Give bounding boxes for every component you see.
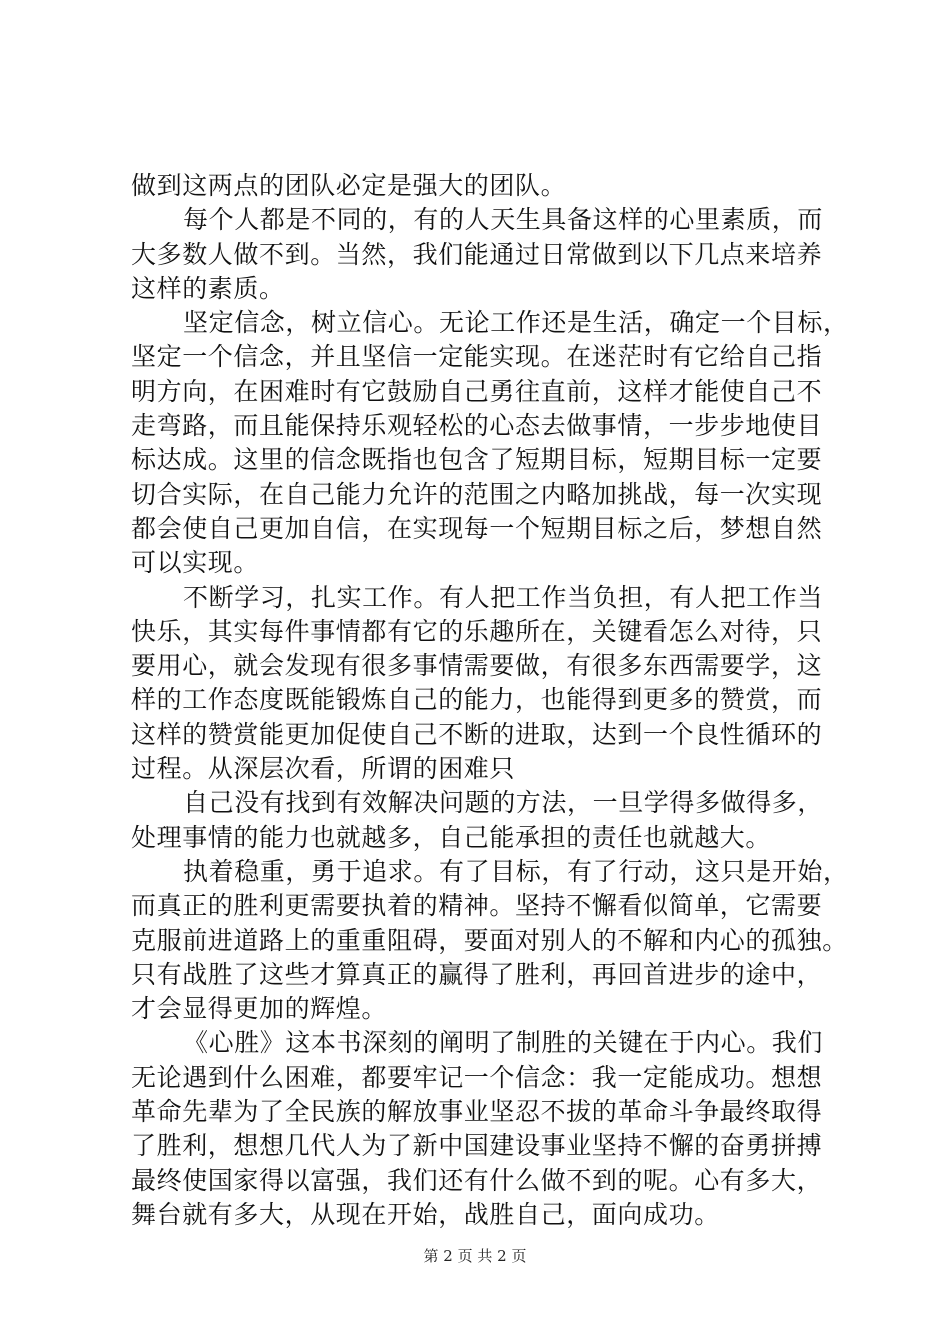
text-line: 快乐，其实每件事情都有它的乐趣所在，关键看怎么对待，只 (131, 616, 823, 646)
text-line: 切合实际，在自己能力允许的范围之内略加挑战，每一次实现 (131, 479, 823, 509)
text-line: 舞台就有多大，从现在开始，战胜自己，面向成功。 (131, 1199, 720, 1229)
text-line: 做到这两点的团队必定是强大的团队。 (131, 171, 567, 200)
text-line: 最终使国家得以富强，我们还有什么做不到的呢。心有多大， (131, 1165, 823, 1195)
text-line: 走弯路，而且能保持乐观轻松的心态去做事情，一步步地使目 (131, 411, 823, 441)
text-line: 坚定一个信念，并且坚信一定能实现。在迷茫时有它给自己指 (131, 342, 823, 372)
text-line: 这样的赞赏能更加促使自己不断的进取，达到一个良性循环的 (131, 719, 823, 749)
text-line: 标达成。这里的信念既指也包含了短期目标，短期目标一定要 (131, 445, 823, 475)
text-line: 无论遇到什么困难，都要牢记一个信念：我一定能成功。想想 (131, 1062, 823, 1092)
document-body (131, 169, 849, 1232)
text-line: 不断学习，扎实工作。有人把工作当负担，有人把工作当 (183, 582, 824, 612)
text-line: 明方向，在困难时有它鼓励自己勇往直前，这样才能使自己不 (131, 376, 823, 406)
text-line: 样的工作态度既能锻炼自己的能力，也能得到更多的赞赏，而 (131, 685, 823, 715)
text-line: 自己没有找到有效解决问题的方法，一旦学得多做得多， (183, 788, 824, 818)
text-line: 《心胜》这本书深刻的阐明了制胜的关键在于内心。我们 (183, 1028, 824, 1058)
text-line: 处理事情的能力也就越多，自己能承担的责任也就越大。 (131, 822, 772, 852)
text-line: 可以实现。 (131, 548, 260, 578)
text-line: 过程。从深层次看，所谓的困难只 (131, 754, 516, 784)
text-line: 才会显得更加的辉煌。 (131, 994, 388, 1024)
text-line: 都会使自己更加自信，在实现每一个短期目标之后，梦想自然 (131, 513, 823, 543)
text-line: 要用心，就会发现有很多事情需要做，有很多东西需要学，这 (131, 651, 823, 681)
text-line: 而真正的胜利更需要执着的精神。坚持不懈看似简单，它需要 (131, 891, 823, 921)
text-line: 坚定信念，树立信心。无论工作还是生活，确定一个目标， (183, 308, 849, 338)
text-line: 只有战胜了这些才算真正的赢得了胜利，再回首进步的途中， (131, 959, 823, 989)
page-footer: 第 2 页 共 2 页 (423, 1247, 527, 1265)
text-line: 大多数人做不到。当然，我们能通过日常做到以下几点来培养 (131, 239, 823, 269)
text-line: 这样的素质。 (131, 273, 285, 303)
text-line: 克服前进道路上的重重阻碍，要面对别人的不解和内心的孤独。 (131, 925, 848, 955)
text-line: 了胜利，想想几代人为了新中国建设事业坚持不懈的奋勇拼搏 (131, 1131, 823, 1161)
text-line: 每个人都是不同的，有的人天生具备这样的心里素质，而 (183, 205, 824, 235)
text-line: 革命先辈为了全民族的解放事业坚忍不拔的革命斗争最终取得 (131, 1097, 823, 1127)
text-line: 执着稳重，勇于追求。有了目标，有了行动，这只是开始， (183, 856, 849, 886)
